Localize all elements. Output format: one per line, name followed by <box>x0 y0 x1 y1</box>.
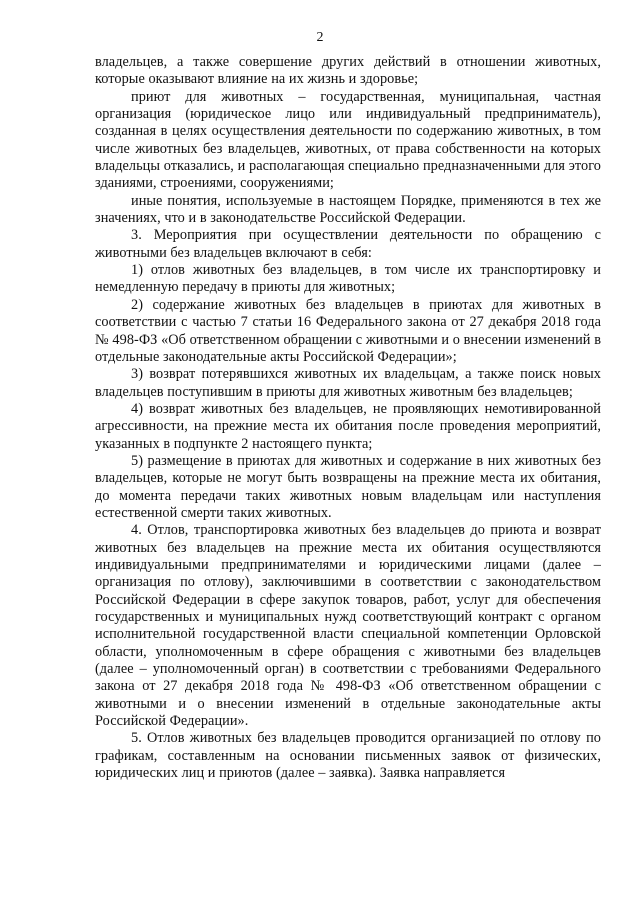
paragraph-other-terms: иные понятия, используемые в настоящем Порядке, применяются в тех же значениях, что и в законодательстве Российской Федерации. <box>95 192 601 227</box>
paragraph-shelter-definition: приют для животных – государственная, муниципальная, частная организация (юридическое лицо или индивидуальный предприниматель), созданная в целях осуществления деятельности по содержанию животных, в том числе животных без владельцев, животных, от права собственности на которых владельцы отказались, и располагающая специально предназначенными для этого зданиями, строениями, сооружениями; <box>95 88 601 192</box>
paragraph-subitem-3: 3) возврат потерявшихся животных их владельцам, а также поиск новых владельцев поступившим в приюты для животных животным без владельцев; <box>95 366 601 400</box>
paragraph-subitem-5: 5) размещение в приютах для животных и содержание в них животных без владельцев, которые не могут быть возвращены на прежние места их обитания, до момента передачи таких животных новым владельцам или наступления естественной смерти таких животных. <box>95 452 601 521</box>
paragraph-item-3: 3. Мероприятия при осуществлении деятельности по обращению с животными без владельцев включают в себя: <box>95 227 601 261</box>
paragraph-subitem-1: 1) отлов животных без владельцев, в том числе их транспортировку и немедленную передачу в приюты для животных; <box>95 262 601 296</box>
paragraph-continuation: владельцев, а также совершение других действий в отношении животных, которые оказывают влияние на их жизнь и здоровье; <box>95 54 601 88</box>
paragraph-item-5: 5. Отлов животных без владельцев проводится организацией по отлову по графикам, составленным на основании письменных заявок от физических, юридических лиц и приютов (далее – заявка). Заявка направляется <box>95 730 601 782</box>
document-body <box>95 54 601 782</box>
paragraph-subitem-2: 2) содержание животных без владельцев в приютах для животных в соответствии с частью 7 статьи 16 Федерального закона от 27 декабря 2018 года № 498-ФЗ «Об ответственном обращении с животными и о внесении изменений в отдельные законодательные акты Российской Федерации»; <box>95 296 601 365</box>
paragraph-item-4: 4. Отлов, транспортировка животных без владельцев до приюта и возврат животных без владельцев на прежние места их обитания осуществляются индивидуальными предпринимателями и юридическими лицами (далее – организация по отлову), заключившими в соответствии с законодательством Российской Федерации в сфере закупок товаров, работ, услуг для обеспечения государственных и муниципальных нужд соответствующий контракт с органом исполнительной государственной власти специальной компетенции Орловской области, уполномоченным в сфере обращения с животными без владельцев (далее – уполномоченный орган) в соответствии с требованиями Федерального закона от 27 декабря 2018 года № 498-ФЗ «Об ответственном обращении с животными и о внесении изменений в отдельные законодательные акты Российской Федерации». <box>95 522 601 730</box>
page-number: 2 <box>316 30 324 45</box>
paragraph-subitem-4: 4) возврат животных без владельцев, не проявляющих немотивированной агрессивности, на прежние места их обитания после проведения мероприятий, указанных в подпункте 2 настоящего пункта; <box>95 400 601 452</box>
